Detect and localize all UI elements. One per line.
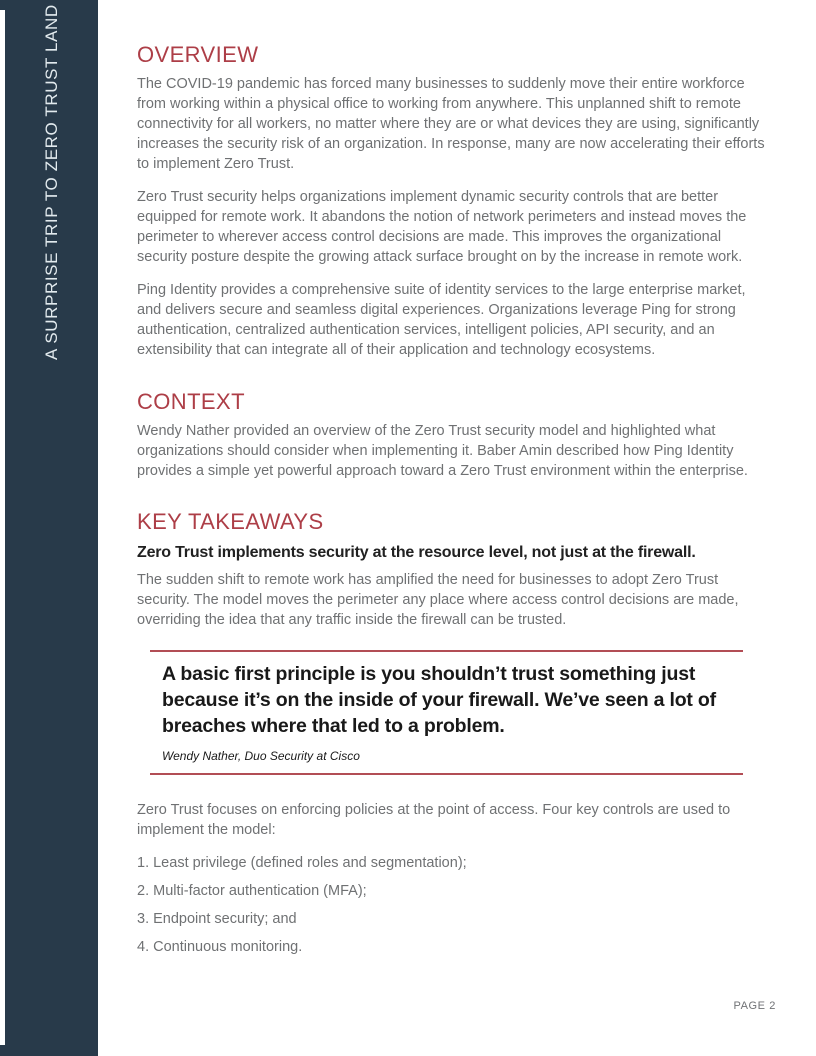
key-takeaways-heading: KEY TAKEAWAYS bbox=[137, 509, 324, 534]
controls-intro-paragraph: Zero Trust focuses on enforcing policies at the point of access. Four key controls are used to implement the model: bbox=[137, 802, 731, 838]
page-number-label: PAGE 2 bbox=[733, 1000, 776, 1012]
main-content bbox=[137, 0, 770, 965]
pull-quote-attribution: Wendy Nather, Duo Security at Cisco bbox=[162, 749, 360, 763]
overview-paragraph-3: Ping Identity provides a comprehensive suite of identity services to the large enterprise market, and delivers secure and seamless digital experiences. Organizations leverage Ping for strong authentication, centralized authentication services, intelligent policies, API security, and an extensibility that can integrate all of their application and technology ecosystems. bbox=[137, 282, 746, 358]
overview-paragraph-1: The COVID-19 pandemic has forced many businesses to suddenly move their entire workforce from working within a physical office to working from anywhere. This unplanned shift to remote connectivity for all workers, no matter where they are or what devices they are using, significantly increases the security risk of an organization. In response, many are now accelerating their efforts to implement Zero Trust. bbox=[137, 76, 765, 172]
takeaway-lead-statement: Zero Trust implements security at the resource level, not just at the firewall. bbox=[137, 544, 696, 561]
overview-paragraph-2: Zero Trust security helps organizations implement dynamic security controls that are better equipped for remote work. It abandons the notion of network perimeters and instead moves the perimeter to wherever access control decisions are made. This improves the organizational security posture despite the growing attack surface brought on by the increase in remote work. bbox=[137, 189, 747, 265]
list-item-continuous-monitoring: 4. Continuous monitoring. bbox=[137, 939, 303, 955]
takeaway-paragraph: The sudden shift to remote work has amplified the need for businesses to adopt Zero Trust security. The model moves the perimeter any place where access control decisions are made, overriding the idea that any traffic inside the firewall can be trusted. bbox=[137, 572, 739, 628]
list-item-endpoint-security: 3. Endpoint security; and bbox=[137, 911, 297, 927]
context-paragraph: Wendy Nather provided an overview of the Zero Trust security model and highlighted what organizations should consider when implementing it. Baber Amin described how Ping Identity provides a simple yet powerful approach toward a Zero Trust environment within the enterprise. bbox=[137, 423, 748, 479]
sidebar-vertical-title: A SURPRISE TRIP TO ZERO TRUST LAND bbox=[42, 4, 61, 360]
pull-quote-block bbox=[150, 650, 743, 775]
list-item-least-privilege: 1. Least privilege (defined roles and segmentation); bbox=[137, 855, 467, 871]
context-heading: CONTEXT bbox=[137, 389, 245, 414]
controls-list bbox=[137, 853, 770, 957]
sidebar-left-margin bbox=[0, 10, 5, 1045]
list-item-mfa: 2. Multi-factor authentication (MFA); bbox=[137, 883, 367, 899]
pull-quote-text: A basic first principle is you shouldn’t trust something just because it’s on the inside of your firewall. We’ve seen a lot of breaches where that led to a problem. bbox=[162, 663, 716, 737]
overview-heading: OVERVIEW bbox=[137, 42, 259, 67]
